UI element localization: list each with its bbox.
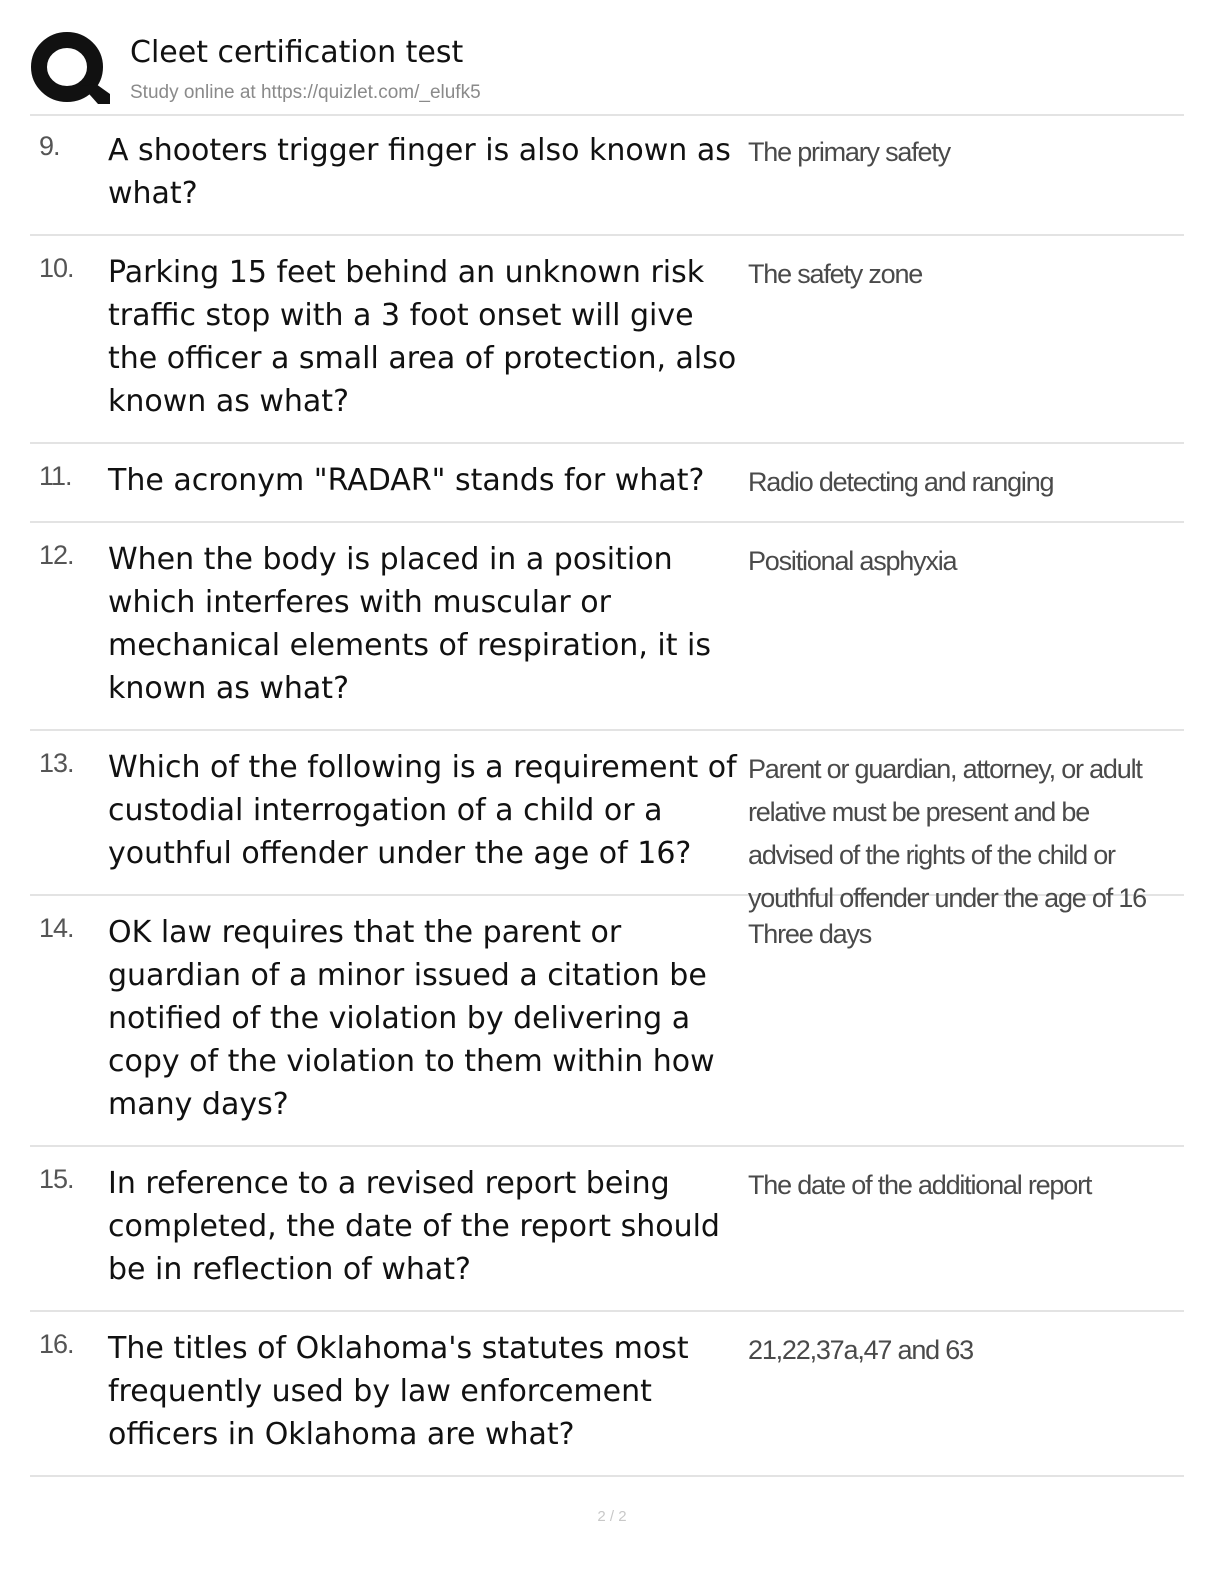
card-number: 12. — [39, 540, 74, 570]
page-title: Cleet certification test — [130, 35, 464, 70]
flashcard-row — [30, 896, 1184, 1147]
card-definition: Radio detecting and ranging — [748, 467, 1054, 497]
flashcard-row — [30, 236, 1184, 444]
card-definition: Three days — [748, 919, 872, 949]
flashcard-row — [30, 1147, 1184, 1312]
flashcard-row — [30, 444, 1184, 523]
flashcard-list — [30, 114, 1184, 1477]
card-definition: Parent or guardian, attorney, or adult relative must be present and be advised of the rights of the child or youthful offender under the age of 16 — [748, 754, 1146, 913]
card-term: In reference to a revised report being completed, the date of the report should be in reflection of what? — [108, 1166, 720, 1287]
card-term: The titles of Oklahoma's statutes most frequently used by law enforcement officers in Oklahoma are what? — [108, 1331, 689, 1452]
quizlet-logo-icon — [30, 30, 110, 110]
card-term: A shooters trigger finger is also known as what? — [108, 133, 731, 211]
card-definition: Positional asphyxia — [748, 546, 957, 576]
card-number: 9. — [39, 131, 60, 161]
card-number: 11. — [39, 461, 72, 491]
card-number: 13. — [39, 748, 74, 778]
card-term: When the body is placed in a position which interferes with muscular or mechanical elements of respiration, it is known as what? — [108, 542, 711, 706]
flashcard-row — [30, 731, 1184, 913]
flashcard-row — [30, 114, 1184, 236]
page-number: 2 / 2 — [597, 1508, 627, 1525]
card-term: The acronym "RADAR" stands for what? — [108, 463, 705, 498]
card-definition: The primary safety — [748, 137, 950, 167]
card-definition: The date of the additional report — [748, 1170, 1092, 1200]
flashcard-row — [30, 523, 1184, 731]
card-definition: 21,22,37a,47 and 63 — [748, 1335, 973, 1365]
page-header — [30, 30, 1184, 116]
card-number: 16. — [39, 1329, 74, 1359]
card-number: 15. — [39, 1164, 74, 1194]
card-term: Parking 15 feet behind an unknown risk traffic stop with a 3 foot onset will give the officer a small area of protection, also known as what? — [108, 255, 737, 419]
card-definition: The safety zone — [748, 259, 923, 289]
study-link[interactable]: Study online at https://quizlet.com/_elufk5 — [130, 82, 481, 103]
card-term: Which of the following is a requirement of custodial interrogation of a child or a youthful offender under the age of 16? — [108, 750, 737, 871]
flashcard-row — [30, 1312, 1184, 1477]
card-number: 10. — [39, 253, 74, 283]
card-term: OK law requires that the parent or guardian of a minor issued a citation be notified of the violation by delivering a copy of the violation to them within how many days? — [108, 915, 715, 1122]
card-number: 14. — [39, 913, 74, 943]
